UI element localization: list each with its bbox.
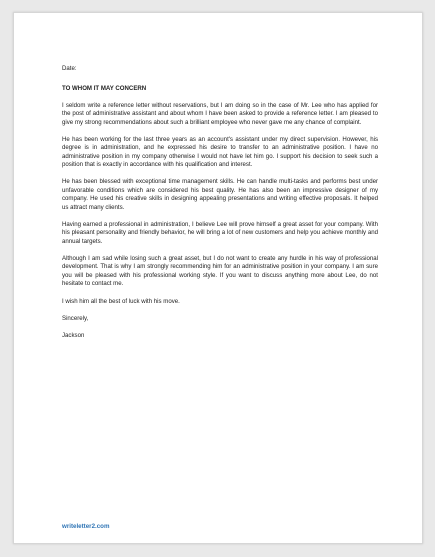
letter-heading: TO WHOM IT MAY CONCERN <box>62 84 147 92</box>
letter-paragraph: He has been working for the last three years as an account's assistant under my direct supervision. However, his degree is in administration, and he expressed his desire to transfer to an administrative position. I have no administrative position in my company otherwise I would not have let him go. I support his decision to seek such a position that is exactly in accordance with his qualification and interest. <box>62 135 378 169</box>
letter-paragraph: I seldom write a reference letter without reservations, but I am doing so in the case of Mr. Lee who has applied for the post of administrative assistant and about whom I have been asked to provide a reference letter. I am pleased to give my strong recommendations about such a brilliant employee who never gave me any chance of complaint. <box>62 101 378 126</box>
date-label: Date: <box>62 65 77 72</box>
website-link[interactable]: writeletter2.com <box>62 523 110 530</box>
letter-paragraph: He has been blessed with exceptional time management skills. He can handle multi-tasks and performs best under unfavorable conditions which are considered his best quality. He has also been an impressive designer of my company. He used his creative skills in designing appealing presentations and writing effective proposals. It helped us attract many clients. <box>62 178 378 211</box>
letter-paragraph: I wish him all the best of luck with his move. <box>62 297 180 305</box>
signature-name: Jackson <box>62 331 85 339</box>
letter-paragraph: Although I am sad while losing such a great asset, but I do not want to create any hurdle in his way of professional development. That is why I am strongly recommending him for an administrative position in your company. I am sure you will be pleased with his professional working style. If you want to discuss anything more about Lee, do not hesitate to contact me. <box>62 254 378 288</box>
closing-line: Sincerely, <box>62 314 89 322</box>
letter-paragraph: Having earned a professional in administration, I believe Lee will prove himself a great asset for your company. With his pleasant personality and friendly behavior, he will bring a lot of new customers and help you achieve monthly and annual targets. <box>62 220 378 245</box>
letter-body <box>62 65 378 349</box>
document-page <box>13 12 423 544</box>
